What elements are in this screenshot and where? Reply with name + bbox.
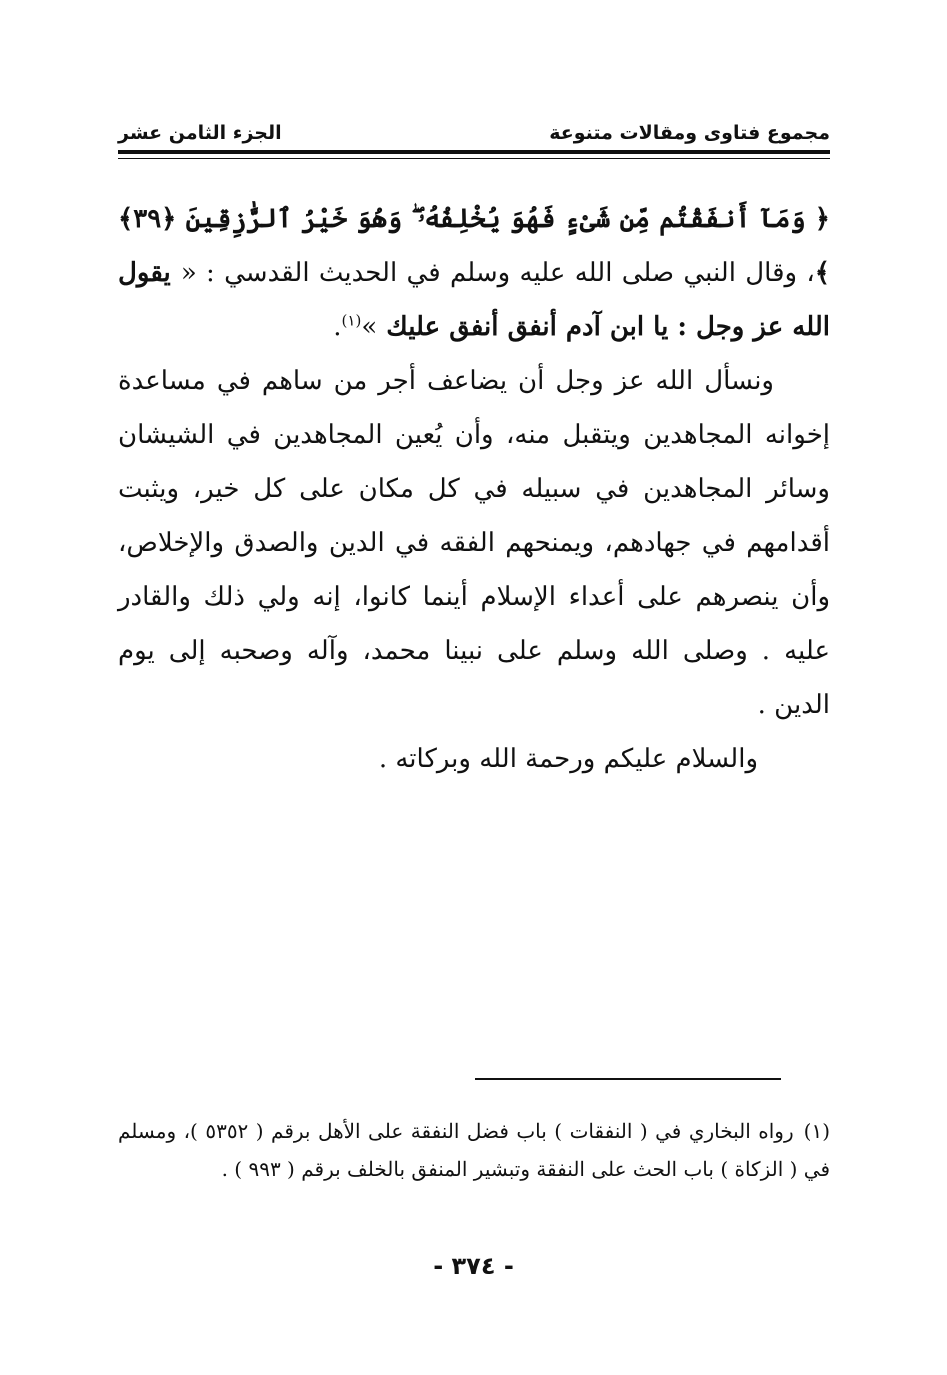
paragraph-1 (118, 192, 830, 354)
paragraph-1-text: ، وقال النبي صلى الله عليه وسلم في الحديث القدسي : « (180, 258, 815, 288)
closing-line: والسلام عليكم ورحمة الله وبركاته . (378, 744, 758, 774)
footnote (118, 1112, 830, 1188)
paragraph-2: ونسأل الله عز وجل أن يضاعف أجر من ساهم في مساعدة إخوانه المجاهدين ويتقبل منه، وأن يُعين المجاهدين في الشيشان وسائر المجاهدين في سبيله في كل مكان على كل خير، ويثبت أقدامهم في جهادهم، ويمنحهم الفقه في الدين والصدق والإخلاص، وأن ينصرهم على أعداء الإسلام أينما كانوا، إنه ولي ذلك والقادر عليه . وصلى الله وسلم على نبينا محمد، وآله وصحبه إلى يوم الدين . (118, 366, 830, 720)
footnote-marker: (١) (803, 1119, 831, 1143)
footnote-separator (475, 1078, 781, 1080)
header-rule-thick (118, 150, 830, 154)
header-rule-thin (118, 158, 830, 159)
volume-title: الجزء الثامن عشر (118, 122, 282, 144)
quote-close: » (361, 312, 378, 342)
book-title: مجموع فتاوى ومقالات متنوعة (549, 122, 830, 144)
footnote-text: رواه البخاري في ( النفقات ) باب فضل النفقة على الأهل برقم ( ٥٣٥٢ )، ومسلم في ( الزكاة ) باب الحث على النفقة وتبشير المنفق بالخلف برقم ( ٩٩٣ ) . (118, 1119, 830, 1181)
footnote-reference: (١) (341, 311, 362, 330)
page-number: - ٣٧٤ - (433, 1252, 514, 1280)
paragraph-1-end: . (333, 312, 342, 342)
quran-verse: ﴿ وَمَآ أَنفَقْتُم مِّن شَىْءٍ فَهُوَ يُخْلِفُهُۥ ۖ وَهُوَ خَيْرُ ٱلرَّٰزِقِينَ ﴿٣٩﴾ ﴾ (118, 204, 831, 288)
main-text (118, 192, 830, 786)
hadith-quote: يقول الله عز وجل : يا ابن آدم أنفق أنفق عليك (118, 258, 830, 342)
running-header (118, 116, 830, 150)
